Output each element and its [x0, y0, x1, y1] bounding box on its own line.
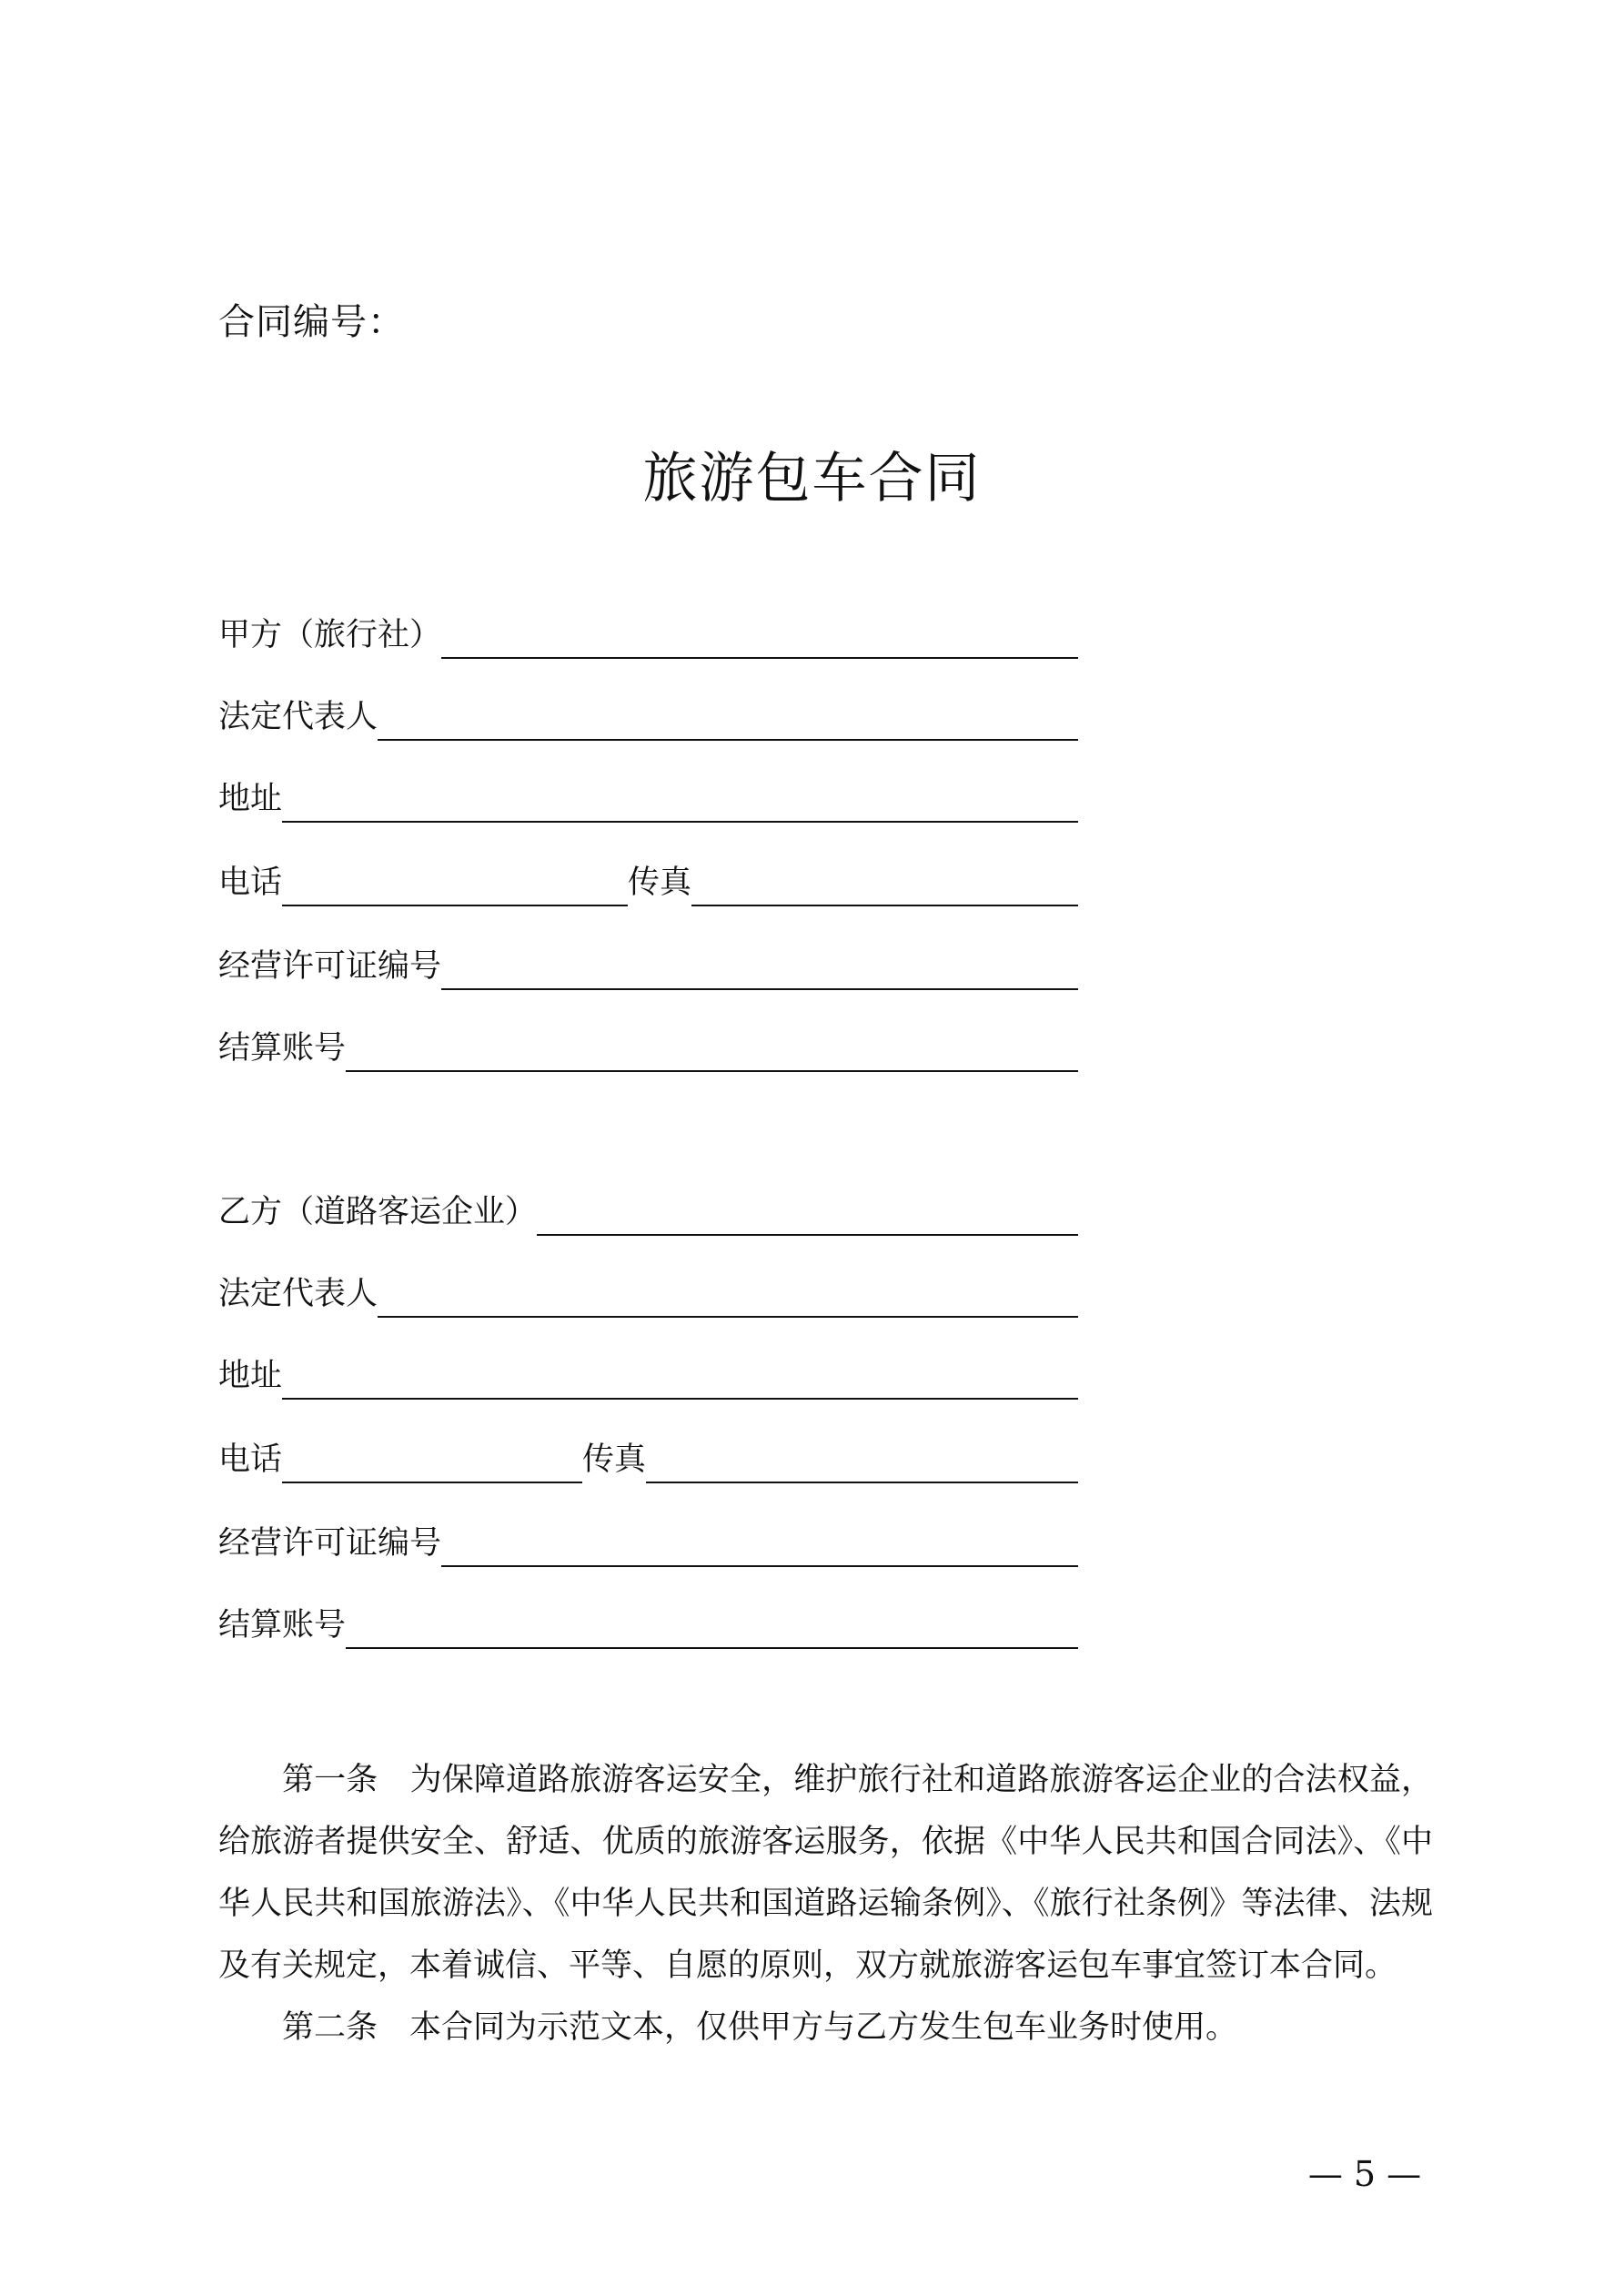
party-a-name-row [218, 617, 1078, 659]
contract-number-label: 合同编号： [218, 301, 405, 343]
party-a-account-row [218, 1030, 1078, 1072]
party-b-name-row [218, 1194, 1078, 1236]
party-a-license-row [218, 948, 1078, 990]
party-a-legal-rep-label: 法定代表人 [218, 699, 378, 735]
party-b-address-field[interactable] [282, 1358, 1078, 1400]
party-b-address-row [218, 1358, 1078, 1400]
party-a-fax-field[interactable] [691, 865, 1078, 906]
party-a-license-label: 经营许可证编号 [218, 948, 442, 985]
party-a-account-field[interactable] [346, 1030, 1078, 1072]
party-b-legal-rep-field[interactable] [378, 1276, 1078, 1318]
party-b-fax-field[interactable] [646, 1441, 1078, 1483]
page-number: — 5 — [1307, 2154, 1422, 2194]
party-b-account-field[interactable] [346, 1607, 1078, 1649]
party-a-address-field[interactable] [282, 781, 1078, 823]
party-b-phone-field[interactable] [282, 1441, 582, 1483]
party-a-account-label: 结算账号 [218, 1030, 347, 1067]
party-b-address-label: 地址 [218, 1358, 283, 1394]
party-b-account-row [218, 1607, 1078, 1649]
party-a-address-label: 地址 [218, 781, 283, 817]
party-b-license-label: 经营许可证编号 [218, 1525, 442, 1562]
party-b-fax-label: 传真 [582, 1441, 647, 1478]
party-a-phone-field[interactable] [282, 865, 628, 906]
party-a-license-field[interactable] [441, 948, 1078, 990]
party-a-phone-fax-row [218, 865, 1078, 906]
page-title: 旅游包车合同 [642, 447, 982, 511]
party-a-phone-label: 电话 [218, 865, 283, 901]
party-b-license-field[interactable] [441, 1525, 1078, 1567]
party-a-address-row [218, 781, 1078, 823]
article-1: 第一条 为保障道路旅游客运安全，维护旅行社和道路旅游客运企业的合法权益，给旅游者提供安全、舒适、优质的旅游客运服务，依据《中华人民共和国合同法》、《中华人民共和国旅游法》、《中华人民共和国道路运输条例》、《旅行社条例》等法律、法规及有关规定，本着诚信、平等、自愿的原则，双方就旅游客运包车事宜签订本合同。 [218, 1762, 1433, 1984]
party-b-name-label: 乙方（道路客运企业） [218, 1194, 538, 1230]
party-b-account-label: 结算账号 [218, 1607, 347, 1644]
party-b-phone-label: 电话 [218, 1441, 283, 1478]
article-2: 第二条 本合同为示范文本，仅供甲方与乙方发生包车业务时使用。 [282, 2009, 1238, 2046]
party-b-legal-rep-row [218, 1276, 1078, 1318]
party-b-license-row [218, 1525, 1078, 1567]
party-a-name-label: 甲方（旅行社） [218, 617, 442, 653]
party-a-legal-rep-row [218, 699, 1078, 741]
party-a-legal-rep-field[interactable] [378, 699, 1078, 741]
party-b-phone-fax-row [218, 1441, 1078, 1483]
party-a-name-field[interactable] [441, 617, 1078, 659]
party-b-name-field[interactable] [537, 1194, 1078, 1236]
party-b-legal-rep-label: 法定代表人 [218, 1276, 378, 1312]
party-a-fax-label: 传真 [628, 865, 692, 901]
